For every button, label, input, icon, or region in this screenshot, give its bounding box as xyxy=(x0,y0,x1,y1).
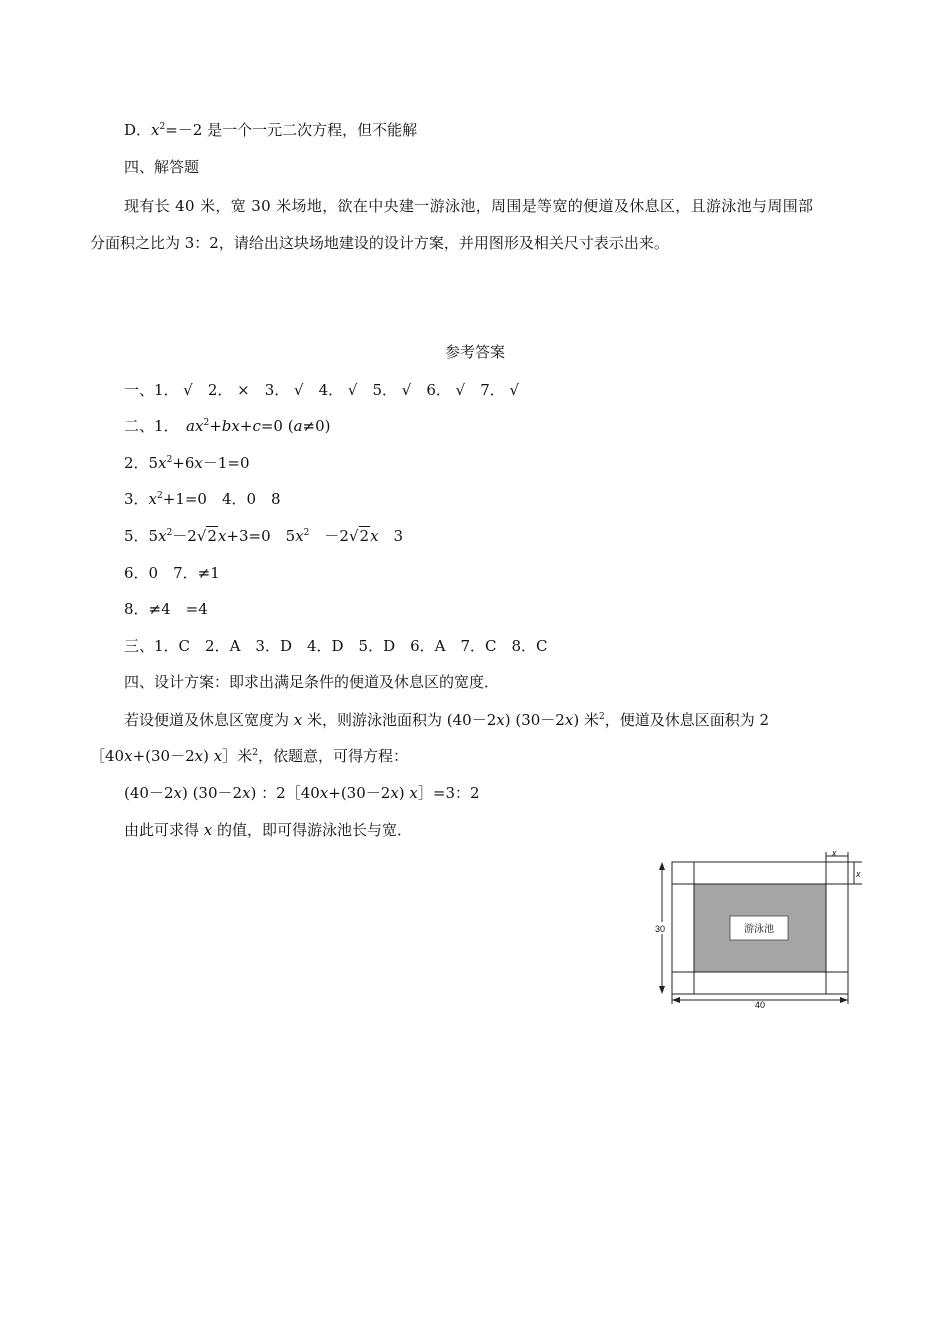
x-label-right: x xyxy=(856,869,861,879)
arrow-up-icon xyxy=(659,862,665,870)
answer-part-2-item-6: 6．0 7．≠1 xyxy=(124,564,220,582)
answer-part-2-item-5: 5．$5x^2-2√2x+3=0$ $5x^2$ －2√2x 3 xyxy=(124,527,404,545)
solution-conclusion: 由此可求得 x 的值，即可得游泳池长与宽． xyxy=(124,821,413,839)
answer-part-1: 一、1． √ 2． × 3． √ 4． √ 5． √ 6． √ 7． √ xyxy=(124,381,520,399)
width-label: 40 xyxy=(754,1000,766,1010)
arrow-right-icon xyxy=(840,997,848,1003)
problem-line-2: 分面积之比为 3：2，请给出这块场地建设的设计方案，并用图形及相关尺寸表示出来。 xyxy=(90,234,669,252)
answer-part-2-item-1: 二、1． $ax^2+bx+c=0$ (a≠0) xyxy=(124,417,331,435)
section-4-heading: 四、解答题 xyxy=(124,158,200,176)
answer-part-4: 四、设计方案：即求出满足条件的便道及休息区的宽度． xyxy=(124,673,500,691)
answer-part-2-item-2: 2．$5x^2+6x-1=0$ xyxy=(124,454,250,472)
arrow-down-icon xyxy=(659,986,665,994)
arrow-left-icon xyxy=(672,997,680,1003)
solution-equation: (40－2x) (30－2x) ：2［40x+(30－2x) x］=3：2 xyxy=(124,784,480,802)
pool-label: 游泳池 xyxy=(744,924,774,935)
answer-part-2-item-3: 3．$x^2+1=0$ 4．0 8 xyxy=(124,490,281,508)
solution-line-2: ［40x+(30－2x) x］米$^2$，依题意，可得方程： xyxy=(90,747,408,765)
answer-part-3: 三、1．C 2．A 3．D 4．D 5．D 6．A 7．C 8．C xyxy=(124,637,548,655)
option-d: D．$x^2=-2$ 是一个一元二次方程，但不能解 xyxy=(124,121,418,139)
answer-part-2-item-8: 8．≠4 =4 xyxy=(124,600,208,618)
pool-diagram xyxy=(640,850,870,1010)
answer-title: 参考答案 xyxy=(444,343,505,361)
sqrt-symbol: √2 xyxy=(348,527,370,545)
height-label: 30 xyxy=(654,924,666,934)
solution-line-1: 若设便道及休息区宽度为 x 米，则游泳池面积为 (40－2x) (30－2x) 米$^2$，便道及休息区面积为 2 xyxy=(124,711,770,729)
problem-line-1: 现有长 40 米，宽 30 米场地，欲在中央建一游泳池，周围是等宽的便道及休息区，且游泳池与周围部 xyxy=(124,197,814,215)
sqrt-symbol: √2 xyxy=(196,527,217,545)
x-label-top: x xyxy=(832,850,837,858)
